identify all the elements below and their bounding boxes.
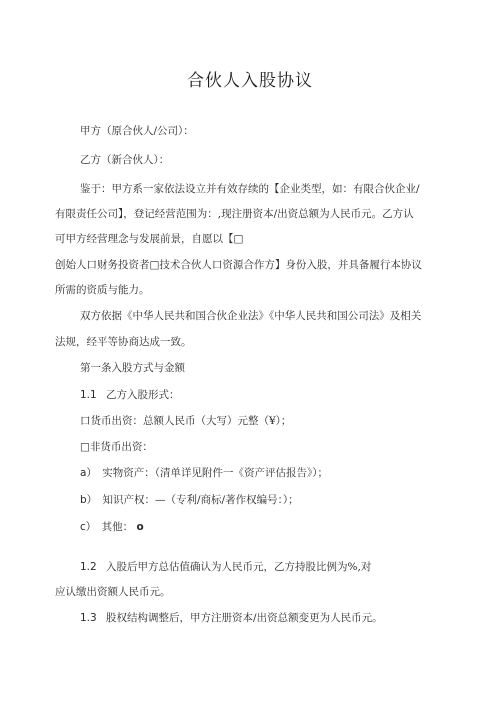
document-title: 合伙人入股协议 — [187, 71, 313, 91]
party-a-line: 甲方（原合伙人/公司）： — [80, 125, 194, 137]
clause-text: 股权结构调整后，甲方注册资本/出资总额变更为人民币元。 — [106, 612, 383, 624]
item-label: a） — [80, 467, 97, 479]
cash-contribution-line: 口货币出资：总额人民币（大写）元整（¥）； — [80, 415, 292, 427]
item-label: b） — [80, 494, 98, 506]
item-label: c） — [80, 521, 97, 533]
clause-1-1 — [80, 388, 180, 402]
item-text: 知识产权：—（专利/商标/著作权编号：）； — [102, 494, 299, 506]
clause-text: 乙方入股形式： — [106, 389, 180, 401]
item-text: 实物资产：（清单详见附件一《资产评估报告》）； — [102, 467, 329, 479]
item-c-line — [80, 520, 144, 534]
item-b-line — [80, 493, 299, 507]
basis-line-2: 法规，经平等协商达成一致。 — [55, 336, 192, 348]
clause-text: 入股后甲方总估值确认为人民币元，乙方持股比例为%,对 — [106, 561, 372, 573]
article-1-heading: 第一条入股方式与金额 — [80, 362, 185, 374]
recital-line-2: 有限责任公司】，登记经营范围为：,现注册资本/出资总额为人民币元。乙方认 — [55, 208, 414, 220]
clause-1-2-line-2: 应认缴出资额人民币元。 — [55, 586, 171, 598]
clause-number: 1.2 — [80, 561, 97, 573]
recital-line-5: 所需的资质与能力。 — [55, 284, 150, 296]
noncash-contribution-line: □非货币出资： — [80, 441, 153, 453]
recital-line-4: 创始人口财务投资者□技术合伙人口资源合作方】身份入股，并具备履行本协议 — [55, 259, 422, 271]
clause-1-3 — [80, 611, 383, 625]
clause-number: 1.3 — [80, 612, 97, 624]
item-tail: o — [136, 521, 144, 533]
clause-number: 1.1 — [80, 389, 97, 401]
recital-line-1: 鉴于：甲方系一家依法设立并有效存续的【企业类型，如：有限合伙企业/ — [80, 183, 420, 195]
party-b-line: 乙方（新合伙人）： — [80, 154, 170, 166]
clause-1-2-line-1 — [80, 560, 371, 574]
recital-line-3: 可甲方经营理念与发展前景，自愿以【□ — [55, 233, 244, 245]
item-a-line — [80, 466, 328, 480]
item-text: 其他： — [101, 521, 134, 533]
basis-line-1: 双方依据《中华人民共和国合伙企业法》《中华人民共和国公司法》及相关 — [80, 310, 422, 322]
